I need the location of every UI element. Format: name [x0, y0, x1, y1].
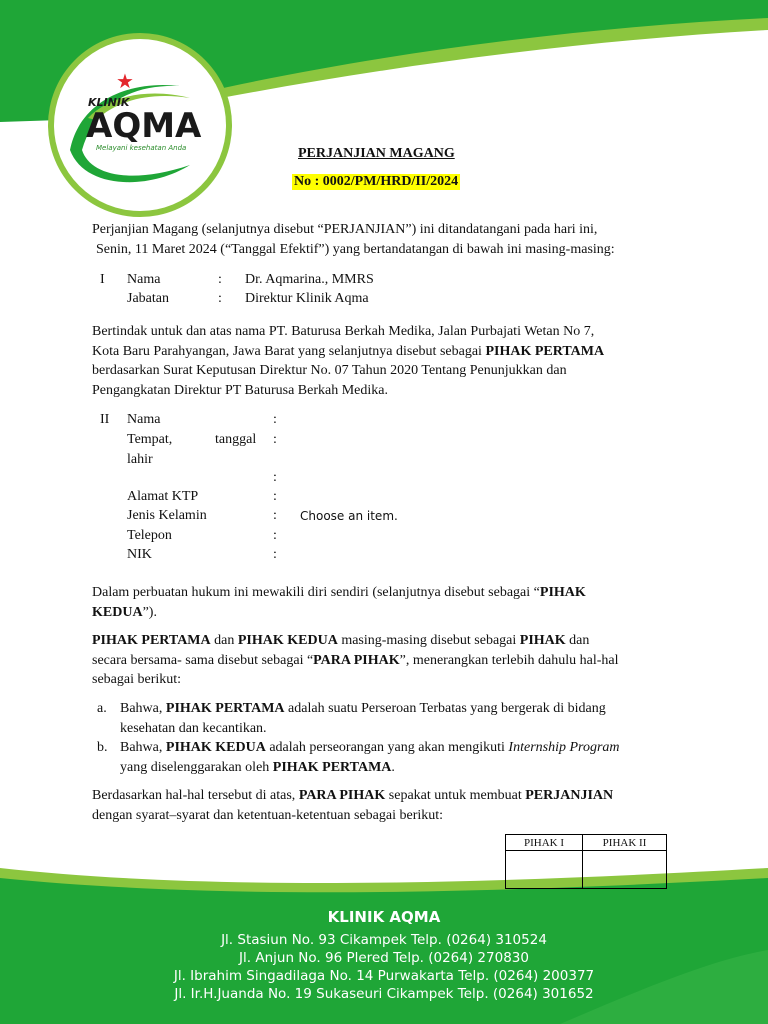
text-span: dan	[210, 633, 238, 648]
party2-sep-alamat: :	[273, 489, 277, 504]
party1-desc-line-2: Kota Baru Parahyangan, Jawa Barat yang selanjutnya disebut sebagai	[92, 343, 486, 359]
logo-aqma-text: AQMA	[86, 106, 202, 146]
perjanjian-bold: PERJANJIAN	[525, 788, 614, 803]
party2-label-ttl-lahir: lahir	[127, 452, 153, 467]
text-span: sebagai berikut:	[92, 672, 182, 688]
party1-label-jabatan: Jabatan	[127, 291, 169, 306]
party2-label-alamat: Alamat KTP	[127, 489, 199, 504]
party1-desc-line-3: berdasarkan Surat Keputusan Direktur No. 07 Tahun 2020 Tentang Penunjukkan dan	[92, 363, 567, 379]
footer-title: KLINIK AQMA	[327, 908, 441, 926]
pihak-kedua-bold: PIHAK KEDUA	[237, 633, 338, 648]
party2-sep-ttl: :	[273, 432, 277, 447]
document-number: No : 0002/PM/HRD/II/2024	[294, 174, 459, 189]
text-span: Berdasarkan hal-hal tersebut di atas,	[92, 788, 299, 803]
text-span: ”, menerangkan terlebih dahulu hal-hal	[399, 652, 619, 668]
party2-desc-text: Dalam perbuatan hukum ini mewakili diri sendiri (selanjutnya disebut sebagai “	[92, 585, 540, 600]
pihak-pertama-bold: PIHAK PERTAMA	[272, 759, 392, 775]
text-span: sepakat untuk membuat	[385, 788, 526, 803]
pihak-bold: PIHAK	[539, 585, 586, 600]
footer-address-4: Jl. Ir.H.Juanda No. 19 Sukaseuri Cikampek Telp. (0264) 301652	[174, 986, 594, 1002]
party2-label-jenis-kelamin: Jenis Kelamin	[127, 508, 207, 523]
signature-header-pihak-2: PIHAK II	[583, 835, 667, 851]
text-span: .	[391, 759, 395, 775]
document-title: PERJANJIAN MAGANG	[298, 146, 455, 161]
signature-table	[505, 834, 667, 889]
party2-description	[92, 583, 674, 622]
text-span: Bahwa,	[120, 740, 166, 755]
internship-program-italic: Internship Program	[508, 740, 620, 755]
list-item-a	[120, 699, 674, 738]
party2-label-telepon: Telepon	[127, 528, 172, 543]
text-span: adalah perseorangan yang akan mengikuti	[265, 740, 509, 755]
signature-cell-pihak-1[interactable]	[506, 851, 583, 889]
party2-number: II	[100, 412, 110, 427]
party2-desc-end: ”).	[142, 604, 157, 620]
party1-description	[92, 322, 674, 400]
party1-sep-jabatan: :	[218, 291, 222, 306]
logo-klinik-text: KLINIK	[88, 96, 130, 109]
party1-desc-line-1: Bertindak untuk dan atas nama PT. Baturusa Berkah Medika, Jalan Purbajati Wetan No 7,	[92, 324, 595, 339]
text-span: Bahwa,	[120, 701, 166, 716]
pihak-bold: PIHAK	[519, 633, 566, 648]
footer-address-3: Jl. Ibrahim Singadilaga No. 14 Purwakarta Telp. (0264) 200377	[173, 968, 595, 984]
signature-header-pihak-1: PIHAK I	[506, 835, 583, 851]
party1-value-jabatan: Direktur Klinik Aqma	[245, 291, 369, 306]
intro-line-1: Perjanjian Magang (selanjutnya disebut “PERJANJIAN”) ini ditandatangani pada hari ini,	[92, 222, 598, 237]
party1-label-nama: Nama	[127, 272, 161, 287]
party1-value-nama: Dr. Aqmarina., MMRS	[245, 272, 374, 287]
pihak-pertama-bold: PIHAK PERTAMA	[485, 343, 605, 359]
logo-star-icon: ★	[116, 71, 134, 93]
text-span: masing-masing disebut sebagai	[337, 633, 520, 648]
pihak-kedua-bold: PIHAK KEDUA	[165, 740, 266, 755]
party2-sep-nama: :	[273, 412, 277, 427]
party2-sep-telepon: :	[273, 528, 277, 543]
party1-sep-nama: :	[218, 272, 222, 287]
party2-label-nik: NIK	[127, 547, 152, 562]
signature-cell-pihak-2[interactable]	[583, 851, 667, 889]
logo-tagline: Melayani kesehatan Anda	[96, 144, 187, 152]
para-pihak-bold: PARA PIHAK	[298, 788, 386, 803]
pihak-pertama-bold: PIHAK PERTAMA	[165, 701, 285, 716]
kedua-bold: KEDUA	[92, 604, 143, 620]
party2-sep-jenis-kelamin: :	[273, 508, 277, 523]
text-span: secara bersama- sama disebut sebagai “	[92, 652, 314, 668]
footer-address-2: Jl. Anjun No. 96 Plered Telp. (0264) 270830	[239, 950, 529, 966]
pihak-pertama-bold: PIHAK PERTAMA	[92, 633, 211, 648]
party2-label-ttl-tempat: Tempat,	[127, 432, 173, 447]
para-pihak-bold: PARA PIHAK	[313, 652, 400, 668]
text-span: dengan syarat–syarat dan ketentuan-ketentuan sebagai berikut:	[92, 807, 444, 823]
party2-sep-ttl-2: :	[273, 470, 277, 485]
list-marker-b: b.	[97, 740, 108, 755]
party2-label-nama: Nama	[127, 412, 161, 427]
footer-address-1: Jl. Stasiun No. 93 Cikampek Telp. (0264) 310524	[221, 932, 547, 948]
party2-sep-nik: :	[273, 547, 277, 562]
text-span: yang diselenggarakan oleh	[120, 759, 273, 775]
text-span: adalah suatu Perseroan Terbatas yang bergerak di bidang	[284, 701, 606, 716]
intro-line-2: Senin, 11 Maret 2024 (“Tanggal Efektif”) yang bertandatangan di bawah ini masing-masing:	[96, 241, 615, 257]
party1-desc-line-4: Pengangkatan Direktur PT Baturusa Berkah Medika.	[92, 382, 389, 398]
closing-paragraph	[92, 786, 674, 825]
text-span: dan	[565, 633, 590, 648]
list-item-b	[120, 738, 674, 777]
party1-number: I	[100, 272, 105, 287]
para-pihak-paragraph	[92, 631, 674, 690]
text-span: kesehatan dan kecantikan.	[120, 720, 267, 736]
list-marker-a: a.	[97, 701, 107, 716]
party2-label-ttl-tanggal: tanggal	[215, 432, 257, 447]
intro-paragraph	[92, 220, 674, 259]
jenis-kelamin-dropdown[interactable]: Choose an item.	[300, 509, 398, 523]
